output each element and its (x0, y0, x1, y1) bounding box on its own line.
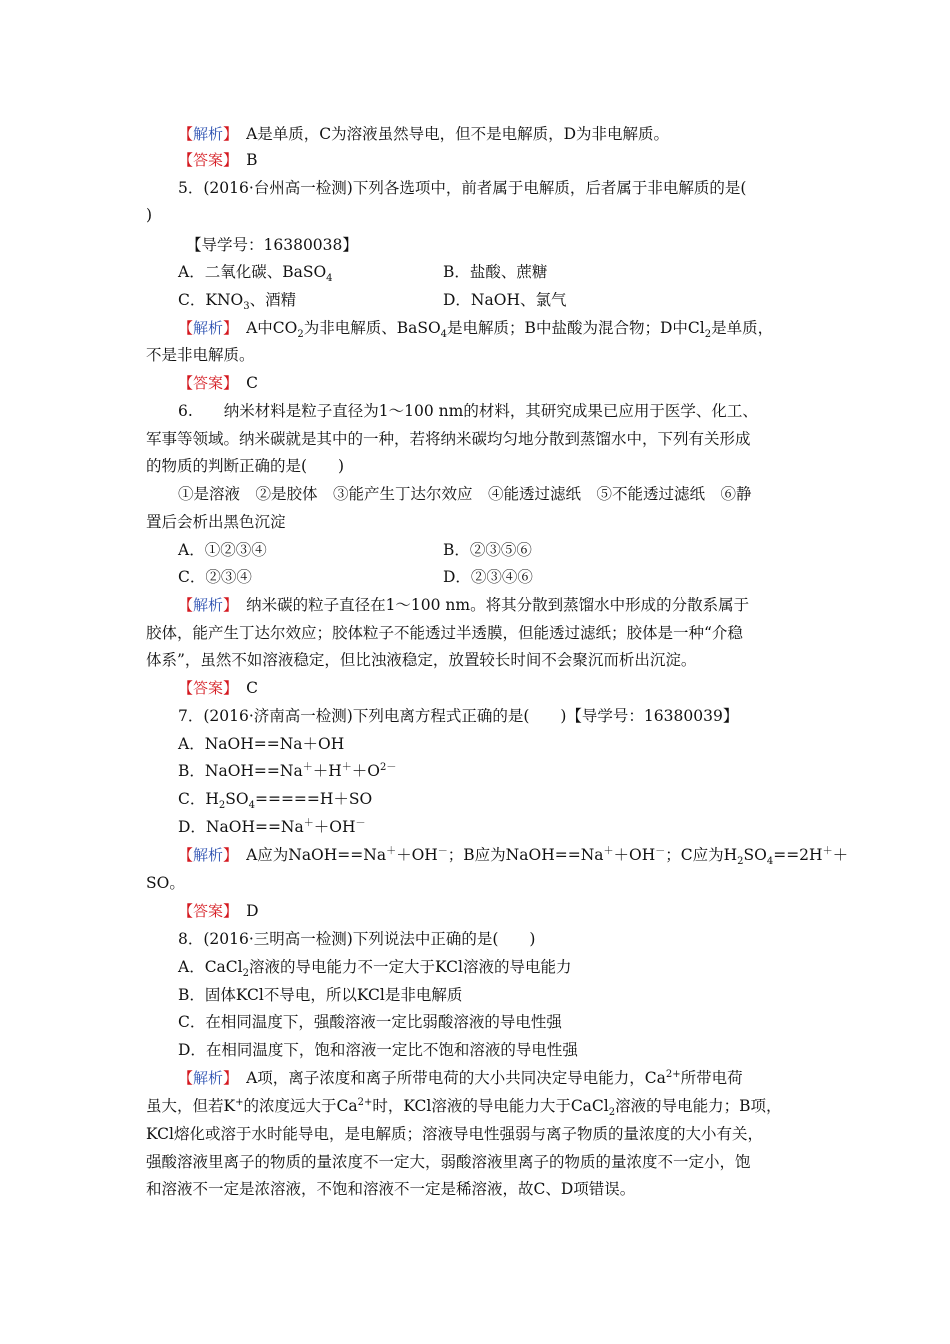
option-c: C．$KNO_3$、酒精 (178, 291, 297, 312)
analysis-cont: 不是非电解质。 (146, 346, 255, 364)
analysis-cont: 和溶液不一定是浓溶液，不饱和溶液不一定是稀溶液，故C、D项错误。 (146, 1180, 636, 1198)
analysis-cont: 体系”，虽然不如溶液稳定，但比浊液稳定，放置较长时间不会聚沉而析出沉淀。 (146, 651, 697, 669)
analysis-line: 【解析】 纳米碳的粒子直径在1～100 nm。将其分散到蒸馏水中形成的分散系属于 (178, 596, 750, 614)
question-stem-cont: 的物质的判断正确的是( ) (146, 457, 345, 475)
answer-tag: 【答案】 (178, 151, 231, 169)
answer-tag: 【答案】 (178, 902, 231, 920)
answer-line: 【答案】 D (178, 902, 259, 920)
analysis-line: 【解析】 A应为NaOH==Na＋＋OH－；B应为NaOH==Na＋＋OH－；C应为$H_2SO_4==2H^++$ (178, 846, 849, 867)
option-c: C．②③④ (178, 568, 252, 586)
option-a: A．二氧化碳、BaSO$_4$ (178, 263, 333, 284)
option-c: C．$H_2SO_4=====H+SO$ (178, 790, 373, 811)
statement-list-cont: 置后会析出黑色沉淀 (146, 513, 286, 531)
option-d: D．NaOH==Na＋＋OH－ (178, 818, 366, 836)
option-a: A．CaCl$_2$溶液的导电能力不一定大于KCl溶液的导电能力 (178, 958, 572, 979)
analysis-tag: 【解析】 (178, 846, 231, 864)
option-c: C．在相同温度下，强酸溶液一定比弱酸溶液的导电性强 (178, 1013, 562, 1031)
analysis-line: 【解析】 A是单质，C为溶液虽然导电，但不是电解质，D为非电解质。 (178, 125, 670, 143)
guide-number: 【导学号：16380038】 (186, 236, 358, 254)
question-stem-cont: 军事等领域。纳米碳就是其中的一种，若将纳米碳均匀地分散到蒸馏水中，下列有关形成 (146, 430, 751, 448)
option-b: B．固体KCl不导电，所以KCl是非电解质 (178, 986, 463, 1004)
analysis-line: 【解析】 A中$CO_2$为非电解质、BaSO$_4$是电解质；B中盐酸为混合物；D中$Cl_2$是单质， (178, 319, 774, 340)
analysis-tag: 【解析】 (178, 319, 231, 337)
option-d: D．在相同温度下，饱和溶液一定比不饱和溶液的导电性强 (178, 1041, 578, 1059)
option-a: A．①②③④ (178, 541, 267, 559)
answer-tag: 【答案】 (178, 374, 231, 392)
analysis-cont: 虽大，但若K+的浓度远大于$Ca^{2+}$时，KCl溶液的导电能力大于CaCl$_2$溶液的导电能力；B项， (146, 1097, 782, 1118)
analysis-cont: SO。 (146, 874, 185, 892)
question-stem: 8．(2016·三明高一检测)下列说法中正确的是( ) (178, 930, 536, 948)
analysis-tag: 【解析】 (178, 125, 231, 143)
answer-line: 【答案】 B (178, 151, 258, 169)
analysis-cont: KCl熔化或溶于水时能导电，是电解质；溶液导电性强弱与离子物质的量浓度的大小有关， (146, 1125, 763, 1143)
option-d: D．②③④⑥ (443, 568, 533, 586)
option-b: B．盐酸、蔗糖 (443, 263, 548, 281)
question-stem: 6. 纳米材料是粒子直径为1～100 nm的材料，其研究成果已应用于医学、化工、 (178, 402, 758, 420)
option-a: A．NaOH==Na＋OH (178, 735, 345, 753)
option-b: B．$NaOH==Na^++H^++O^{2-}$ (178, 762, 397, 780)
option-d: D．NaOH、氯气 (443, 291, 567, 309)
question-stem-cont: ) (146, 206, 153, 224)
question-stem: 5．(2016·台州高一检测)下列各选项中，前者属于电解质，后者属于非电解质的是( (178, 179, 747, 197)
analysis-tag: 【解析】 (178, 596, 231, 614)
option-b: B．②③⑤⑥ (443, 541, 532, 559)
analysis-tag: 【解析】 (178, 1069, 231, 1087)
analysis-line: 【解析】 A项，离子浓度和离子所带电荷的大小共同决定导电能力，$Ca^{2+}$所带电荷 (178, 1069, 743, 1087)
analysis-cont: 胶体，能产生丁达尔效应；胶体粒子不能透过半透膜，但能透过滤纸；胶体是一种“介稳 (146, 624, 743, 642)
answer-line: 【答案】 C (178, 679, 258, 697)
answer-tag: 【答案】 (178, 679, 231, 697)
statement-list: ①是溶液 ②是胶体 ③能产生丁达尔效应 ④能透过滤纸 ⑤不能透过滤纸 ⑥静 (178, 485, 752, 503)
analysis-cont: 强酸溶液里离子的物质的量浓度不一定大，弱酸溶液里离子的物质的量浓度不一定小，饱 (146, 1153, 751, 1171)
question-stem: 7．(2016·济南高一检测)下列电离方程式正确的是( )【导学号：16380039】 (178, 707, 739, 725)
answer-line: 【答案】 C (178, 374, 258, 392)
